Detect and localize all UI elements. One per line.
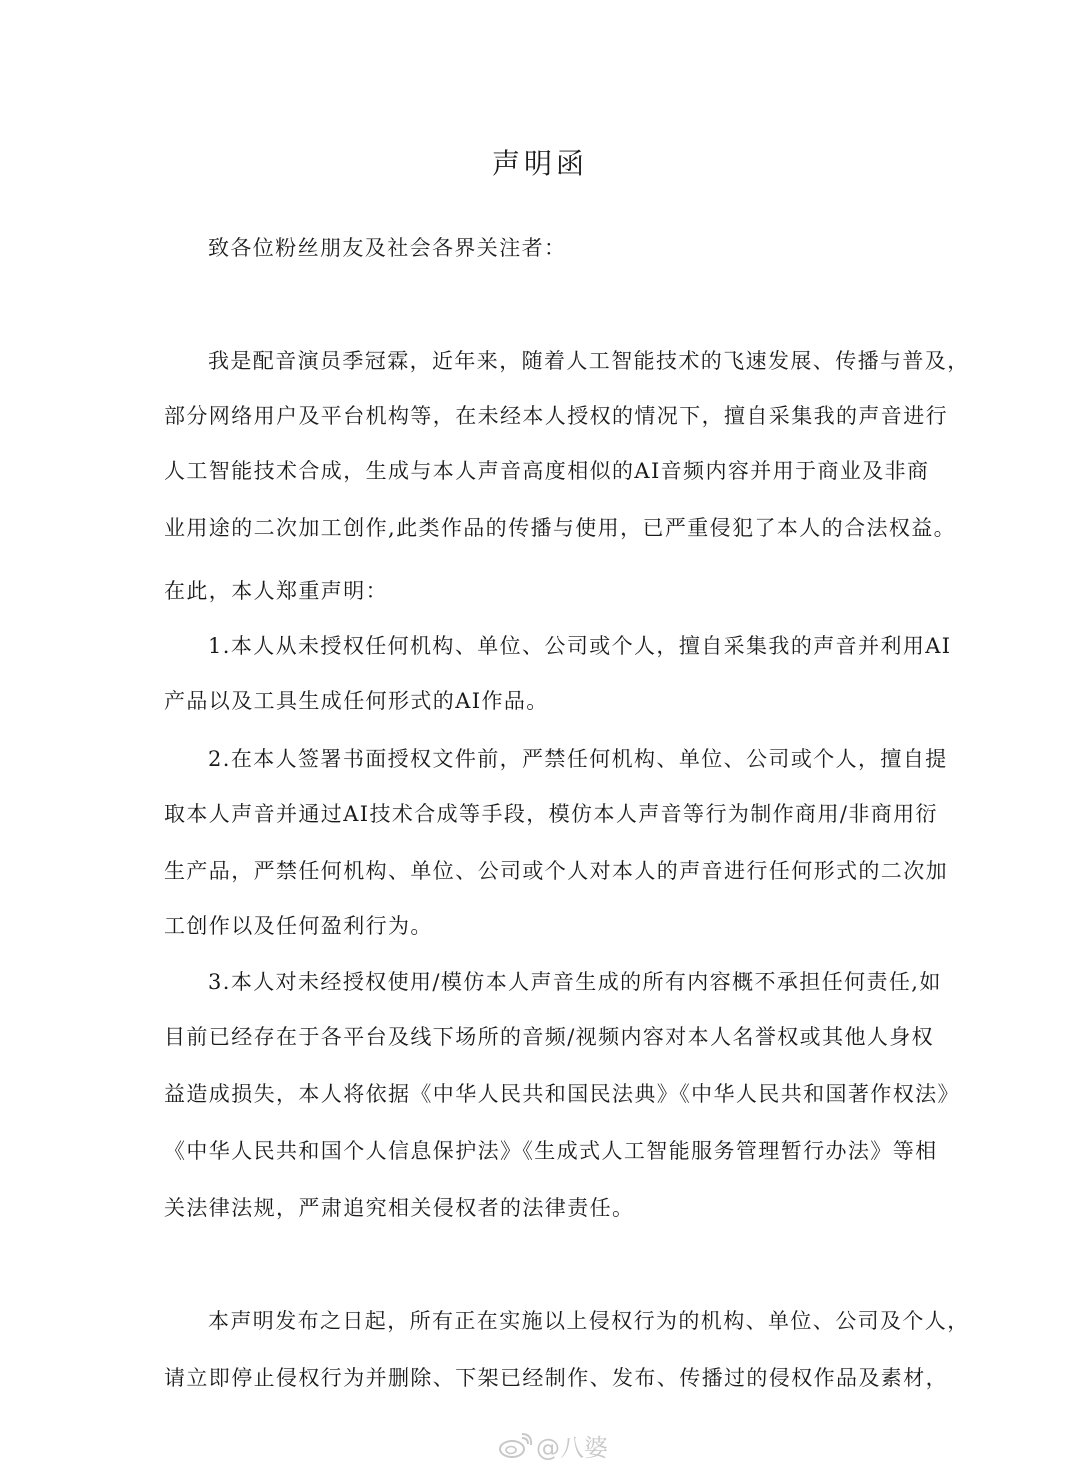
paragraph-line: 在此，本人郑重声明： — [164, 579, 388, 603]
clause-line: 2.在本人签署书面授权文件前，严禁任何机构、单位、公司或个人，擅自提 — [208, 747, 948, 771]
clause-line: 益造成损失，本人将依据《中华人民共和国民法典》《中华人民共和国著作权法》 — [164, 1082, 960, 1106]
clause-line: 3.本人对未经授权使用/模仿本人声音生成的所有内容概不承担任何责任,如 — [208, 970, 942, 994]
clause-line: 工创作以及任何盈利行为。 — [164, 914, 433, 938]
clause-line: 1.本人从未授权任何机构、单位、公司或个人，擅自采集我的声音并利用AI — [208, 634, 952, 658]
paragraph-line: 部分网络用户及平台机构等，在未经本人授权的情况下，擅自采集我的声音进行 — [164, 404, 948, 428]
paragraph-line: 本声明发布之日起，所有正在实施以上侵权行为的机构、单位、公司及个人， — [208, 1309, 970, 1333]
watermark — [498, 1428, 608, 1463]
paragraph-line: 我是配音演员季冠霖，近年来，随着人工智能技术的飞速发展、传播与普及， — [208, 349, 970, 373]
watermark-text: @八婆 — [536, 1434, 608, 1462]
weibo-logo-icon — [498, 1432, 532, 1460]
clause-line: 取本人声音并通过AI技术合成等手段，模仿本人声音等行为制作商用/非商用衍 — [164, 802, 938, 826]
paragraph-line: 人工智能技术合成，生成与本人声音高度相似的AI音频内容并用于商业及非商 — [164, 459, 930, 483]
salutation: 致各位粉丝朋友及社会各界关注者： — [208, 236, 567, 260]
page-title: 声明函 — [491, 147, 588, 180]
clause-line: 产品以及工具生成任何形式的AI作品。 — [164, 689, 549, 713]
clause-line: 目前已经存在于各平台及线下场所的音频/视频内容对本人名誉权或其他人身权 — [164, 1025, 935, 1049]
clause-line: 生产品，严禁任何机构、单位、公司或个人对本人的声音进行任何形式的二次加 — [164, 859, 948, 883]
clause-line: 《中华人民共和国个人信息保护法》《生成式人工智能服务管理暂行办法》等相 — [164, 1139, 938, 1163]
paragraph-line: 请立即停止侵权行为并删除、下架已经制作、发布、传播过的侵权作品及素材， — [164, 1366, 948, 1390]
paragraph-line: 业用途的二次加工创作,此类作品的传播与使用，已严重侵犯了本人的合法权益。 — [164, 516, 957, 540]
clause-line: 关法律法规，严肃追究相关侵权者的法律责任。 — [164, 1196, 635, 1220]
